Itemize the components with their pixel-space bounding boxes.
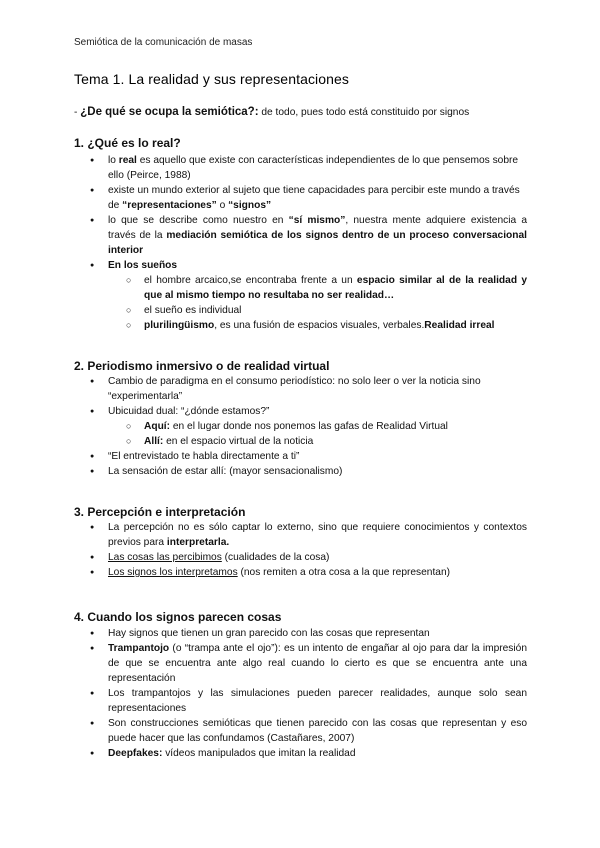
section-3-list	[90, 520, 527, 580]
list-item: ● Hay signos que tienen un gran parecido con las cosas que representan	[90, 626, 527, 641]
section-3-heading: 3. Percepción e interpretación	[74, 505, 246, 519]
list-item	[90, 520, 527, 550]
bold-text: Allí:	[144, 436, 164, 447]
sub-list-item	[126, 273, 527, 303]
section-2-list	[90, 374, 527, 479]
text: es aquello que existe con características independientes de lo que pensemos sobre ello (Peirce, 1988)	[108, 155, 519, 181]
text: lo que se describe como nuestro en	[108, 215, 289, 226]
bold-text: “sí mismo”	[288, 215, 346, 226]
page-header: Semiótica de la comunicación de masas	[74, 37, 253, 48]
text: el hombre arcaico,se encontraba frente a un	[144, 275, 357, 286]
list-item	[90, 746, 527, 761]
text: , nuestra mente adquiere existencia a través de la	[108, 215, 527, 241]
intro-question: ¿De qué se ocupa la semiótica?:	[80, 106, 259, 118]
list-item: ● Cambio de paradigma en el consumo periodístico: no solo leer o ver la noticia sino “experimentarla”	[90, 374, 527, 404]
intro-answer: de todo, pues todo está constituido por signos	[258, 107, 470, 118]
bold-text: “signos”	[228, 200, 272, 211]
list-item	[90, 404, 527, 449]
list-item	[90, 641, 527, 686]
list-item: ● La sensación de estar allí: (mayor sensacionalismo)	[90, 464, 527, 479]
text: vídeos manipulados que imitan la realidad	[162, 748, 356, 759]
sub-list	[126, 419, 527, 449]
section-4-list	[90, 626, 527, 761]
bold-text: real	[118, 155, 137, 166]
list-item: ● Los trampantojos y las simulaciones pueden parecer realidades, aunque solo sean representaciones	[90, 686, 527, 716]
text: (o “trampa ante el ojo”): es un intento de engañar al ojo para dar la impresión de que se encuentra ante algo real cuando lo cierto es que se encuentra ante una representación	[108, 643, 527, 684]
text: existe un mundo exterior al sujeto que tiene capacidades para percibir este mundo a través de	[108, 185, 520, 211]
underlined-text: Los signos los interpretamos	[108, 567, 238, 578]
underlined-text: Las cosas las percibimos	[108, 552, 222, 563]
text: Ubicuidad dual: “¿dónde estamos?”	[108, 406, 270, 417]
bold-text: Deepfakes:	[108, 748, 163, 759]
bold-text: Aquí:	[144, 421, 171, 432]
bold-text: Realidad irreal	[424, 320, 495, 331]
bold-text: interpretarla.	[166, 537, 230, 548]
section-1-list	[90, 153, 527, 333]
page-title: Tema 1. La realidad y sus representaciones	[74, 71, 350, 87]
list-item	[90, 153, 527, 183]
sub-list-item	[126, 419, 527, 434]
bold-text: espacio similar al de la realidad y que al mismo tiempo no resultaba no ser realidad…	[144, 275, 527, 301]
list-item: ● Son construcciones semióticas que tienen parecido con las cosas que representan y eso puede hacer que las confundamos (Castañares, 2007)	[90, 716, 527, 746]
text: o	[216, 200, 229, 211]
list-item	[90, 258, 527, 333]
list-item: ● “El entrevistado te habla directamente a ti”	[90, 449, 527, 464]
sub-list-item	[126, 318, 527, 333]
list-item	[90, 565, 527, 580]
bold-text: mediación semiótica de los signos dentro de un proceso conversacional interior	[108, 230, 527, 256]
bold-text: plurilingüismo	[144, 320, 215, 331]
section-1-heading: 1. ¿Qué es lo real?	[74, 136, 181, 150]
section-2-heading: 2. Periodismo inmersivo o de realidad virtual	[74, 359, 330, 373]
bold-text: En los sueños	[108, 260, 178, 271]
list-item	[90, 213, 527, 258]
sub-list-item: ○ el sueño es individual	[126, 303, 527, 318]
text: (cualidades de la cosa)	[221, 552, 330, 563]
sub-list	[126, 273, 527, 333]
bold-text: Trampantojo	[108, 643, 170, 654]
text: La percepción no es sólo captar lo externo, sino que requiere conocimientos y contextos previos para	[108, 522, 527, 548]
text: en el espacio virtual de la noticia	[163, 436, 314, 447]
text: en el lugar donde nos ponemos las gafas de Realidad Virtual	[170, 421, 448, 432]
sub-list-item	[126, 434, 527, 449]
list-item	[90, 183, 527, 213]
intro-prefix: -	[74, 107, 81, 118]
text: , es una fusión de espacios visuales, verbales.	[214, 320, 425, 331]
section-4-heading: 4. Cuando los signos parecen cosas	[74, 610, 282, 624]
list-item	[90, 550, 527, 565]
text: lo	[108, 155, 119, 166]
bold-text: “representaciones”	[122, 200, 217, 211]
text: (nos remiten a otra cosa a la que representan)	[237, 567, 451, 578]
intro-line	[74, 106, 469, 118]
